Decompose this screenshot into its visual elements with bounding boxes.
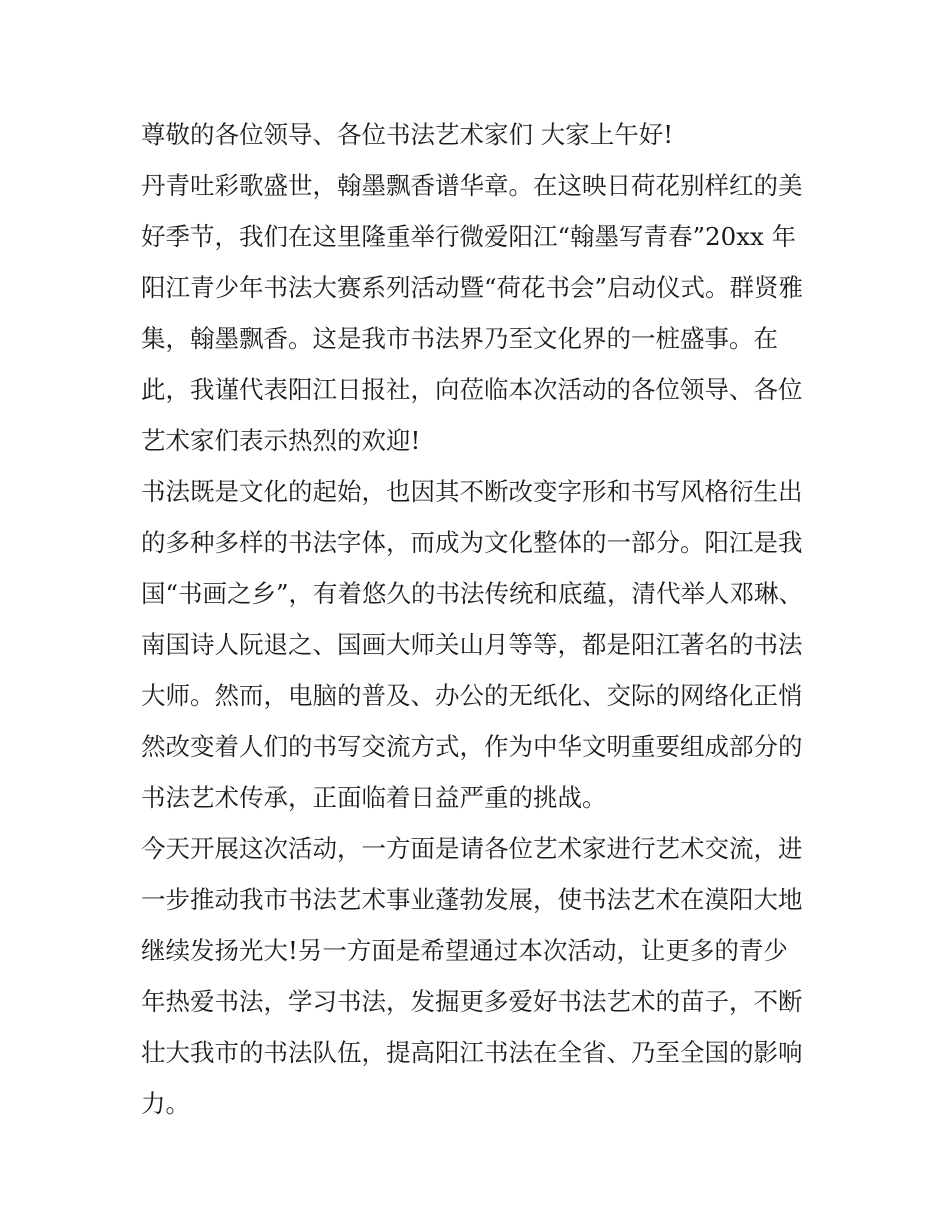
text-line: 壮大我市的书法队伍，提高阳江书法在全省、乃至全国的影响 [141,1038,803,1067]
paragraph-calligraphy-background [141,466,821,823]
text-line: 好季节，我们在这里隆重举行微爱阳江“翰墨写青春”20xx 年 [141,222,797,251]
text-line: 尊敬的各位领导、各位书法艺术家们 大家上午好! [141,120,674,149]
document-body [141,109,821,1129]
text-line: 集，翰墨飘香。这是我市书法界乃至文化界的一桩盛事。在 [141,324,778,353]
text-line: 此，我谨代表阳江日报社，向莅临本次活动的各位领导、各位 [141,375,803,404]
text-line: 今天开展这次活动，一方面是请各位艺术家进行艺术交流，进 [141,834,803,863]
text-line: 的多种多样的书法字体，而成为文化整体的一部分。阳江是我 [141,528,803,557]
text-line: 书法艺术传承，正面临着日益严重的挑战。 [141,783,607,812]
text-line: 阳江青少年书法大赛系列活动暨“荷花书会”启动仪式。群贤雅 [141,273,804,302]
paragraph-greeting [141,109,821,160]
text-line: 大师。然而，电脑的普及、办公的无纸化、交际的网络化正悄 [141,681,803,710]
text-line: 南国诗人阮退之、国画大师关山月等等，都是阳江著名的书法 [141,630,803,659]
paragraph-purpose [141,823,821,1129]
text-line: 一步推动我市书法艺术事业蓬勃发展，使书法艺术在漠阳大地 [141,885,803,914]
text-line: 年热爱书法，学习书法，发掘更多爱好书法艺术的苗子，不断 [141,987,803,1016]
text-line: 书法既是文化的起始，也因其不断改变字形和书写风格衍生出 [141,477,803,506]
text-line: 力。 [141,1089,190,1118]
text-line: 然改变着人们的书写交流方式，作为中华文明重要组成部分的 [141,732,803,761]
text-line: 艺术家们表示热烈的欢迎! [141,426,421,455]
text-line: 国“书画之乡”，有着悠久的书法传统和底蕴，清代举人邓琳、 [141,579,804,608]
text-line: 丹青吐彩歌盛世，翰墨飘香谱华章。在这映日荷花别样红的美 [141,171,803,200]
text-line: 继续发扬光大!另一方面是希望通过本次活动，让更多的青少 [141,936,788,965]
paragraph-opening [141,160,821,466]
